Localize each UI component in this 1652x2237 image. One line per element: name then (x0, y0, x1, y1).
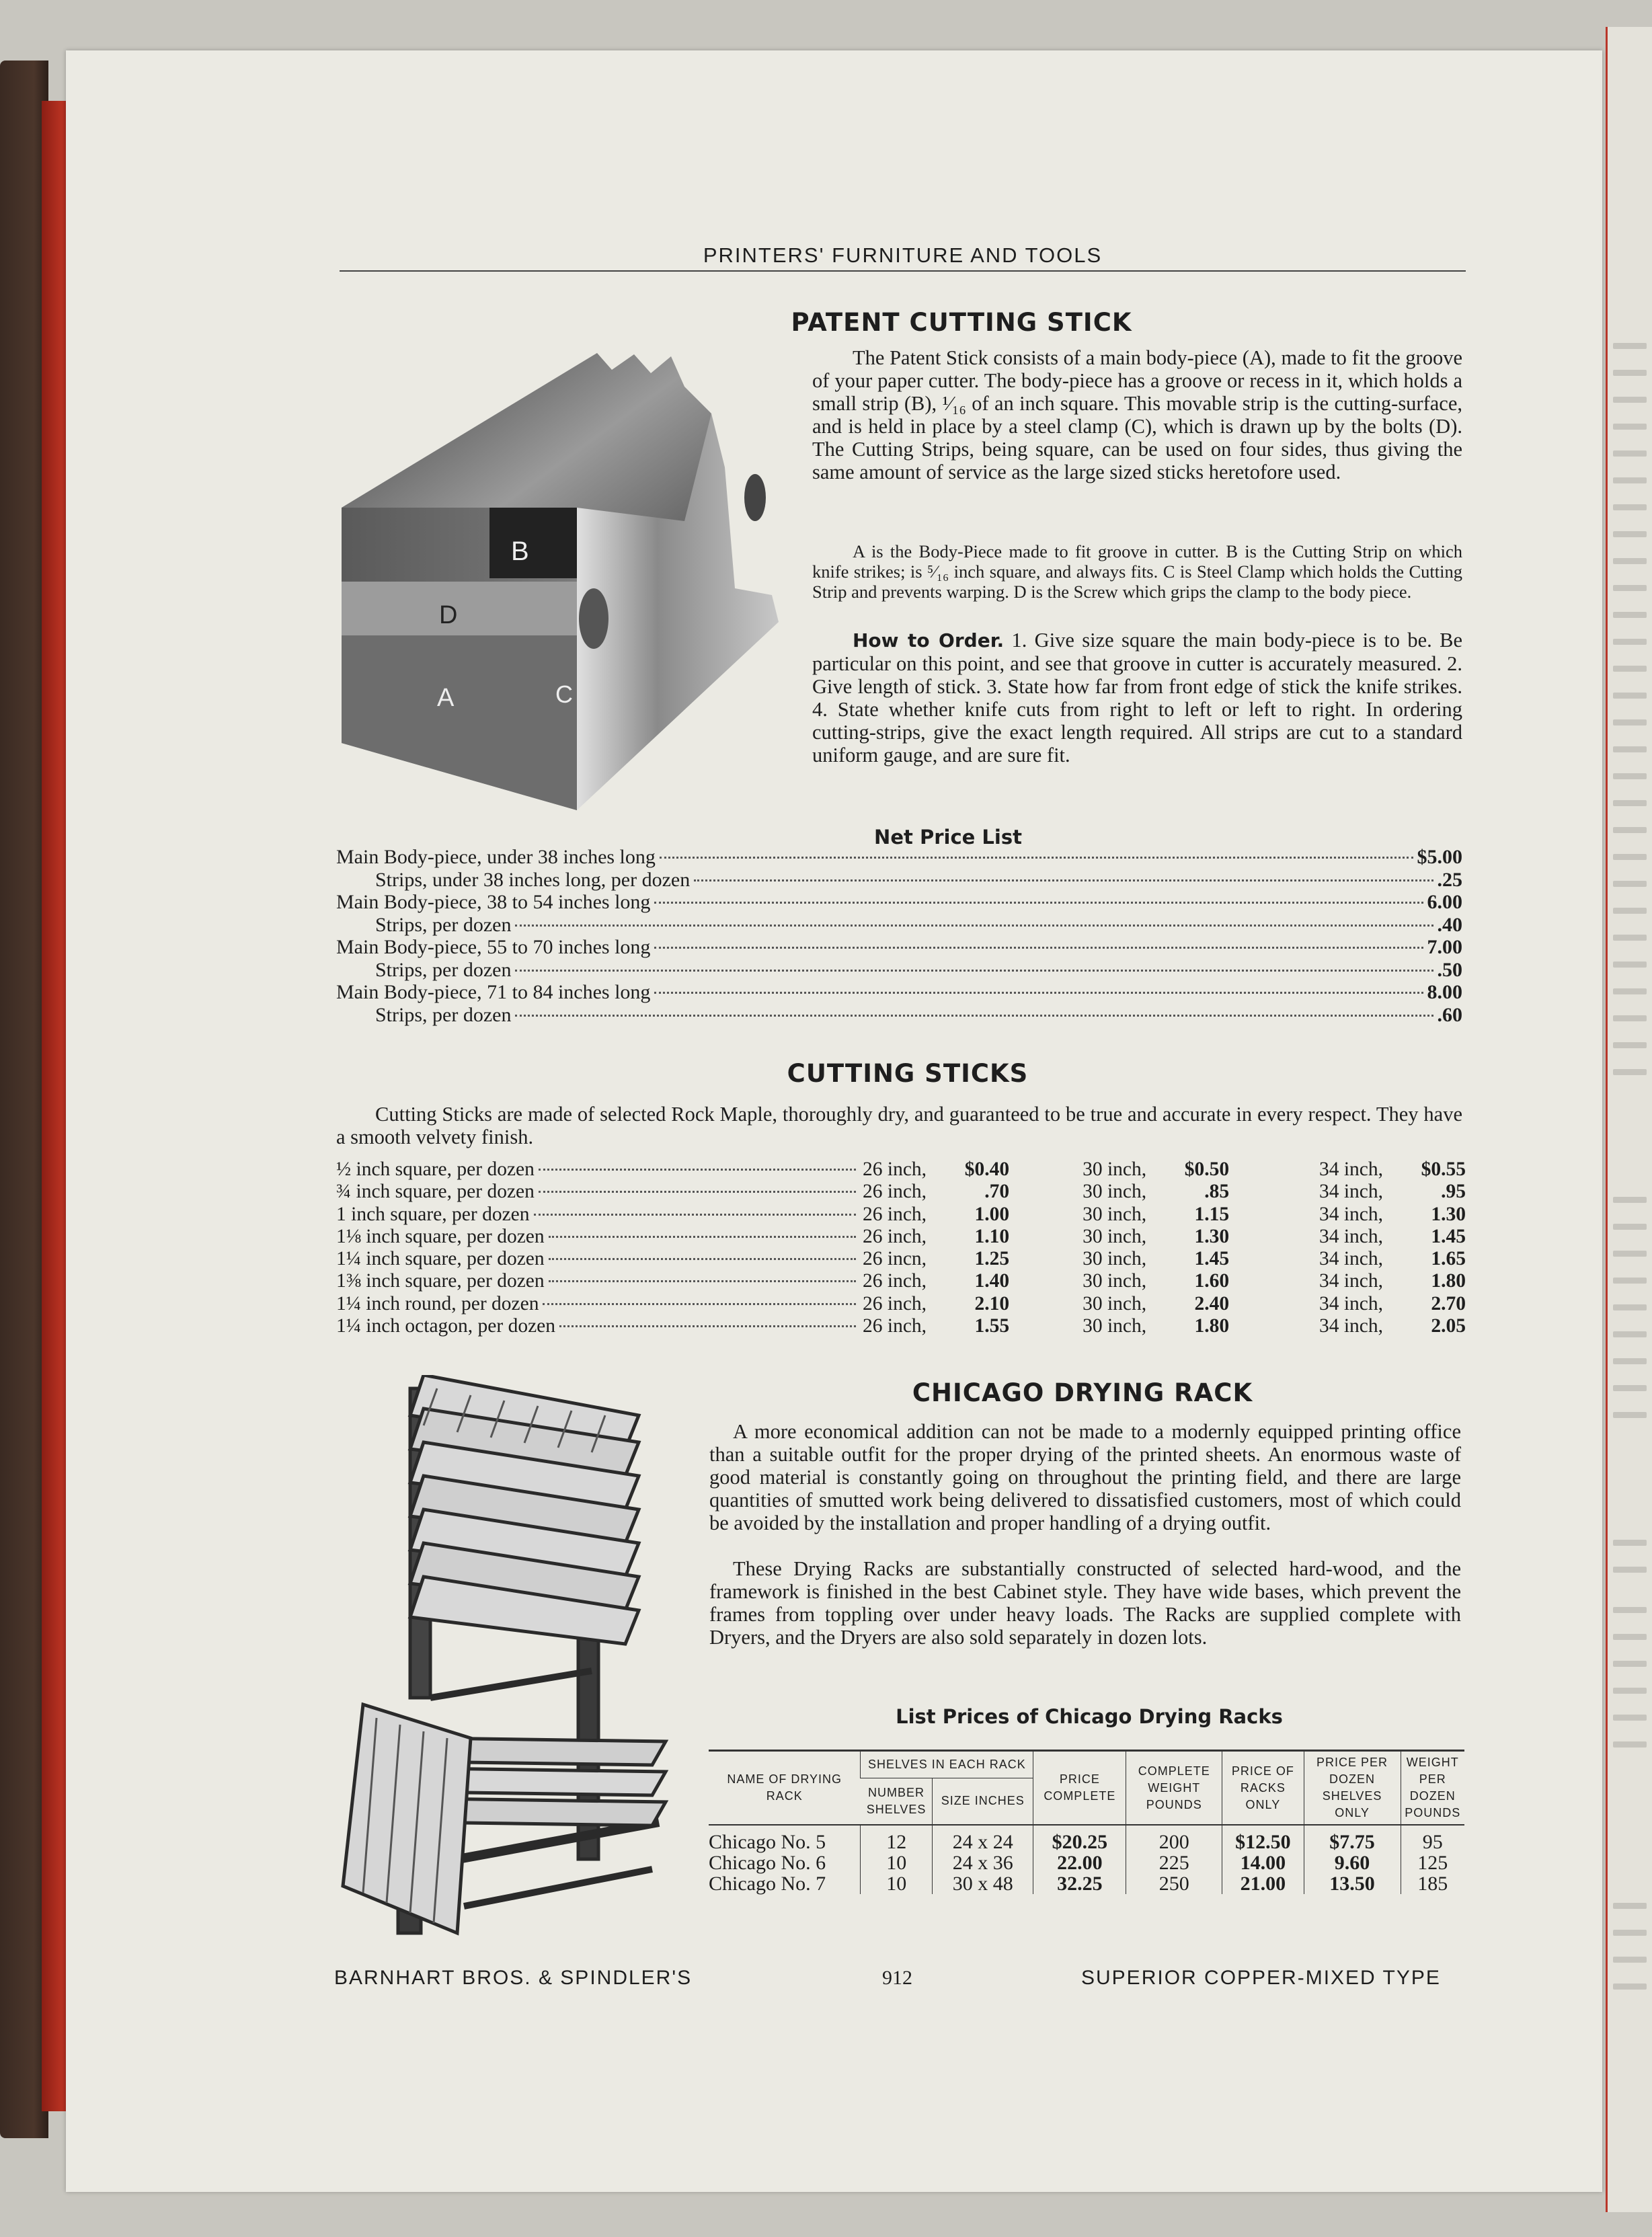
price-row: Strips, per dozen .50 (375, 958, 1462, 981)
cutting-stick-row: 1¼ inch square, per dozen 26 incn, 1.25 30 inch, 1.45 34 inch, 1.65 (336, 1248, 1466, 1270)
cutting-stick-row: 1¼ inch round, per dozen 26 inch, 2.10 30 inch, 2.40 34 inch, 2.70 (336, 1292, 1466, 1314)
col-dozen-header: PRICE PER DOZEN SHELVES ONLY (1304, 1751, 1401, 1826)
cutting-sticks-title: CUTTING STICKS (787, 1059, 1029, 1088)
price-row: Strips, per dozen .40 (375, 913, 1462, 936)
net-price-list (336, 846, 1462, 1026)
col-name-header: NAME OF DRYING RACK (727, 1772, 842, 1803)
table-row: Chicago No. 5 12 24 x 24 $20.25 200 $12.50 $7.75 95 (709, 1832, 1464, 1852)
drying-rack-price-table (709, 1750, 1464, 1894)
cutting-stick-row: 1¼ inch octagon, per dozen 26 inch, 1.55 30 inch, 1.80 34 inch, 2.05 (336, 1315, 1466, 1337)
footer-publisher: BARNHART BROS. & SPINDLER'S (334, 1967, 693, 1989)
col-size-header: SIZE INCHES (933, 1778, 1033, 1825)
how-to-order-text: 1. Give size square the main body-piece is to be. Be particular on this point, and see that groove in cutter is accurately measured. 2. Give length of stick. 3. State how far from front edge of stick the knife strikes. 4. State whether knife cuts from right to left or left to right. In ordering cutting-strips, give the exact length required. All strips are cut to a standard uniform gauge, and are sure fit. (812, 629, 1462, 767)
col-shelves-header: SHELVES IN EACH RACK (861, 1751, 1033, 1778)
drying-rack-description: A more economical addition can not be made to a modernly equipped printing office than a suitable outfit for the proper drying of the printed sheets. An enormous waste of good material is constantly going on throughout the printing field, and there are large quantities of smutted work being delivered to dissatisfied customers, most of which could be avoided by the installation and proper handling of a drying outfit. (709, 1420, 1461, 1534)
cutting-stick-row: 1⅜ inch square, per dozen 26 inch, 1.40 30 inch, 1.60 34 inch, 1.80 (336, 1270, 1466, 1292)
footer-tagline: SUPERIOR COPPER-MIXED TYPE (1081, 1967, 1441, 1989)
price-row: Main Body-piece, 38 to 54 inches long 6.00 (336, 891, 1462, 913)
col-weight-dozen-header: WEIGHT PER DOZEN POUNDS (1401, 1751, 1464, 1826)
col-price-header: PRICE COMPLETE (1033, 1751, 1126, 1826)
how-to-order (812, 629, 1462, 767)
col-number-header: NUMBER SHELVES (866, 1785, 927, 1816)
net-price-list-title: Net Price List (874, 826, 1022, 849)
price-row: Main Body-piece, 55 to 70 inches long 7.00 (336, 936, 1462, 958)
table-row: Chicago No. 7 10 30 x 48 32.25 250 21.00 13.50 185 (709, 1873, 1464, 1894)
table-row: Chicago No. 6 10 24 x 36 22.00 225 14.00 9.60 125 (709, 1852, 1464, 1873)
price-row: Strips, under 38 inches long, per dozen .25 (375, 868, 1462, 891)
adjacent-page (1606, 27, 1652, 2212)
figure-label-a: A (437, 684, 455, 712)
col-racks-only-header: PRICE OF RACKS ONLY (1222, 1751, 1304, 1826)
cutting-sticks-intro: Cutting Sticks are made of selected Rock Maple, thoroughly dry, and guaranteed to be true and accurate in every respect. They have a smooth velvety finish. (336, 1103, 1462, 1148)
cutting-stick-row: ¾ inch square, per dozen 26 inch, .70 30 inch, .85 34 inch, .95 (336, 1181, 1466, 1203)
price-row: Main Body-piece, 71 to 84 inches long 8.00 (336, 981, 1462, 1003)
how-to-order-heading: How to Order. (853, 629, 1005, 652)
drying-rack-table-title: List Prices of Chicago Drying Racks (896, 1705, 1283, 1728)
drying-rack-construction: These Drying Racks are substantially constructed of selected hard-wood, and the framework is finished in the best Cabinet style. They have wide bases, which prevent the frames from toppling over under heavy loads. The Racks are supplied complete with Dryers, and the Dryers are also sold separately in dozen lots. (709, 1557, 1461, 1649)
cutting-stick-row: 1 inch square, per dozen 26 inch, 1.00 30 inch, 1.15 34 inch, 1.30 (336, 1203, 1466, 1225)
figure-label-c: C (555, 680, 573, 708)
figure-label-d: D (439, 601, 458, 629)
price-row: Strips, per dozen .60 (375, 1003, 1462, 1026)
col-weight-header: COMPLETE WEIGHT POUNDS (1126, 1751, 1222, 1826)
page-number: 912 (882, 1967, 912, 1989)
patent-description: The Patent Stick consists of a main body-piece (A), made to fit the groove of your paper cutter. The body-piece has a groove or recess in it, which holds a small strip (B), ¹⁄₁₆ of an inch square. This movable strip is the cutting-surface, and is held in place by a steel clamp (C), which is drawn up by the bolts (D). The Cutting Strips, being square, can be used on four sides, thus giving the same amount of service as the large sized sticks heretofore used. (812, 346, 1462, 483)
patent-cutting-stick-title: PATENT CUTTING STICK (791, 308, 1132, 337)
drying-rack-illustration (336, 1375, 686, 1947)
running-header: PRINTERS' FURNITURE AND TOOLS (340, 243, 1466, 272)
price-row: Main Body-piece, under 38 inches long $5.00 (336, 846, 1462, 868)
cutting-sticks-prices (336, 1159, 1466, 1337)
figure-label-b: B (511, 537, 529, 566)
patent-legend: A is the Body-Piece made to fit groove in cutter. B is the Cutting Strip on which knife strikes; is ⁵⁄₁₆ inch square, and always fits. C is Steel Clamp which holds the Cutting Strip and prevents warping. D is the Screw which grips the clamp to the body piece. (812, 541, 1462, 602)
chicago-drying-rack-title: CHICAGO DRYING RACK (912, 1378, 1253, 1407)
cutting-stick-row: 1⅛ inch square, per dozen 26 inch, 1.10 30 inch, 1.30 34 inch, 1.45 (336, 1225, 1466, 1247)
cutting-stick-row: ½ inch square, per dozen 26 inch, $0.40 30 inch, $0.50 34 inch, $0.55 (336, 1159, 1466, 1180)
cutting-stick-illustration (335, 346, 799, 810)
